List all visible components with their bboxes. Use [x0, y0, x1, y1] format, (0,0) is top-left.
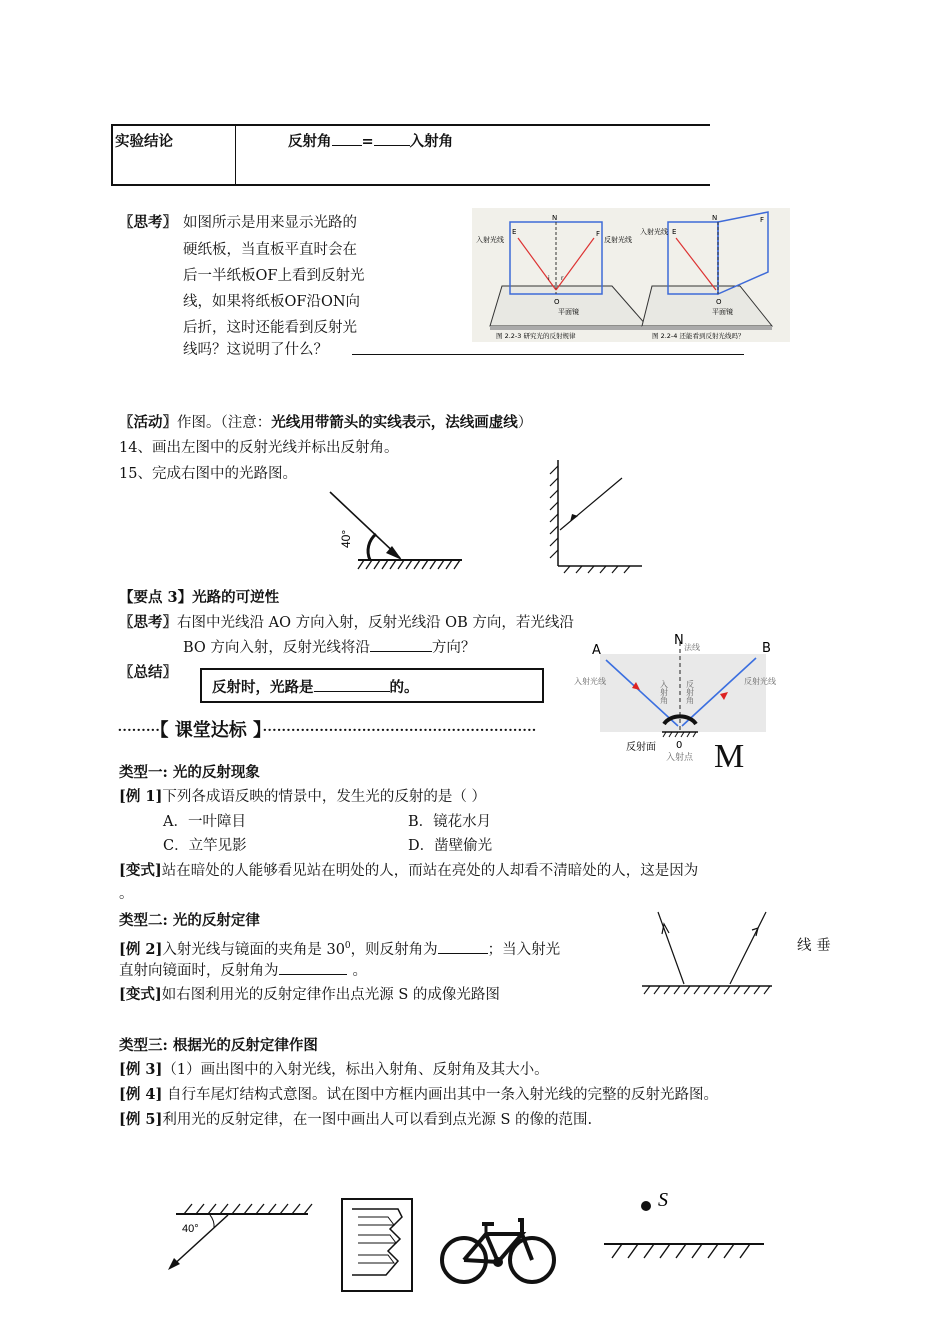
think1-line-1: 如图所示是用来显示光路的 — [183, 215, 357, 231]
fig-mirror-right: 平面镜 — [712, 308, 733, 316]
label-incident-ray: 入射光线 — [574, 677, 606, 686]
summary-text: 反射时，光路是 的。 — [212, 679, 419, 696]
reflection-diagram — [570, 628, 790, 768]
fig-i: i — [548, 275, 550, 282]
fig-e-left: E — [512, 228, 517, 236]
variant-1-end: 。 — [119, 886, 134, 902]
question-15: 15、完成右图中的光路图。 — [119, 466, 297, 482]
variant-2: [变式]如右图利用光的反射定律作出点光源 S 的成像光路图 — [119, 986, 500, 1003]
cardboard-figure — [472, 208, 792, 346]
example-2-line-2: 直射向镜面时，反射角为 。 — [119, 960, 367, 981]
example-4: [例 4] 自行车尾灯结构式意图。试在图中方框内画出其中一条入射光线的完整的反射光路图。 — [119, 1086, 718, 1103]
think1-tag: 〖思考〗 — [119, 214, 177, 231]
label-incident-point: 入射点 — [666, 753, 694, 763]
conclusion-table — [111, 124, 710, 186]
answer-line — [352, 354, 744, 355]
option-d: D．凿壁偷光 — [408, 838, 493, 854]
label-b: B — [762, 641, 771, 656]
think1-line-4: 线，如果将纸板OF沿ON向 — [183, 294, 361, 310]
option-c: C．立竿见影 — [163, 838, 247, 854]
summary-tag: 〖总结〗 — [119, 664, 177, 681]
fig-incident-right: 入射光线 — [640, 228, 668, 236]
fig-n-left: N — [552, 214, 558, 222]
label-surface: 反射面 — [626, 742, 656, 753]
think1-line-2: 硬纸板，当直板平直时会在 — [183, 242, 357, 258]
label-m: M — [714, 738, 745, 775]
think1-line-3: 后一半纸板OF上看到反射光 — [183, 268, 365, 284]
fig-caption-left: 图 2.2-3 研究光的反射规律 — [496, 332, 576, 340]
think2-line-2: BO 方向入射，反射光线将沿 方向？ — [183, 637, 475, 658]
label-incident-angle: 入射角 — [659, 680, 669, 704]
example-2: [例 2]入射光线与镜面的夹角是 $30^0$，则反射角为 ；当入射光 — [119, 940, 561, 958]
figure-corner-mirror — [542, 460, 652, 572]
fig-f-right: F — [760, 216, 765, 224]
conclusion-content: 反射角 = 入射角 — [236, 125, 711, 185]
fig-caption-right: 图 2.2-4 还能看到反射光线吗？ — [652, 332, 745, 340]
point-source-mirror — [600, 1184, 768, 1264]
type2-title: 类型二: 光的反射定律 — [119, 912, 260, 929]
activity-line: 〖活动〗作图。（注意：光线用带箭头的实线表示，法线画虚线） — [119, 414, 533, 431]
label-normal: 法线 — [684, 643, 700, 652]
variant-1: [变式]站在暗处的人能够看见站在明处的人，而站在亮处的人却看不清暗处的人，这是因为 — [119, 862, 699, 879]
example-5: [例 5]利用光的反射定律，在一图中画出人可以看到点光源 S 的像的范围. — [119, 1111, 593, 1128]
example-2-tail: 线 垂 — [797, 938, 831, 954]
label-reflected-ray: 反射光线 — [744, 677, 776, 686]
conclusion-label: 实验结论 — [112, 125, 236, 185]
classroom-heading: ·········【 课堂达标 】·························································· — [117, 720, 536, 741]
point3-heading: 【要点 3】光路的可逆性 — [119, 589, 280, 606]
label-o: 0 — [676, 740, 683, 751]
think1-line-5: 后折，这时还能看到反射光 — [183, 320, 357, 336]
label-reflection-angle: 反射角 — [685, 680, 695, 704]
example-3: [例 3]（1）画出图中的入射光线，标出入射角、反射角及其大小。 — [119, 1061, 549, 1078]
fig-f-left: F — [596, 230, 601, 238]
type1-title: 类型一: 光的反射现象 — [119, 764, 260, 781]
example-1: [例 1]下列各成语反映的情景中，发生光的反射的是（ ） — [119, 788, 486, 805]
option-b: B．镜花水月 — [408, 814, 492, 830]
fig-e-right: E — [672, 228, 677, 236]
bottom-mirror-40 — [164, 1198, 312, 1278]
label-a: A — [592, 643, 601, 658]
figure-v-rays — [640, 908, 774, 998]
point-s-label: S — [658, 1189, 668, 1211]
figure-40-degree — [330, 490, 470, 572]
think2-line-1: 〖思考〗右图中光线沿 AO 方向入射，反射光线沿 OB 方向，若光线沿 — [119, 614, 574, 631]
question-14: 14、画出左图中的反射光线并标出反射角。 — [119, 440, 399, 456]
option-a: A．一叶障目 — [163, 814, 246, 830]
bike-tail-light-box — [338, 1195, 416, 1295]
bottom-angle-label: 40° — [182, 1223, 199, 1235]
think1-line-6: 线吗？这说明了什么？ — [183, 342, 328, 358]
fig-mirror-left: 平面镜 — [558, 308, 579, 316]
angle-40-label: 40° — [339, 529, 353, 548]
fig-reflected-left: 反射光线 — [604, 236, 632, 244]
fig-n-right: N — [712, 214, 718, 222]
fig-o-left: O — [554, 298, 560, 306]
label-n: N — [674, 633, 684, 648]
type3-title: 类型三: 根据光的反射定律作图 — [119, 1037, 318, 1054]
fig-incident-left: 入射光线 — [476, 236, 504, 244]
fig-r: r — [561, 275, 564, 282]
bicycle-icon — [438, 1212, 558, 1288]
fig-o-right: O — [716, 298, 722, 306]
